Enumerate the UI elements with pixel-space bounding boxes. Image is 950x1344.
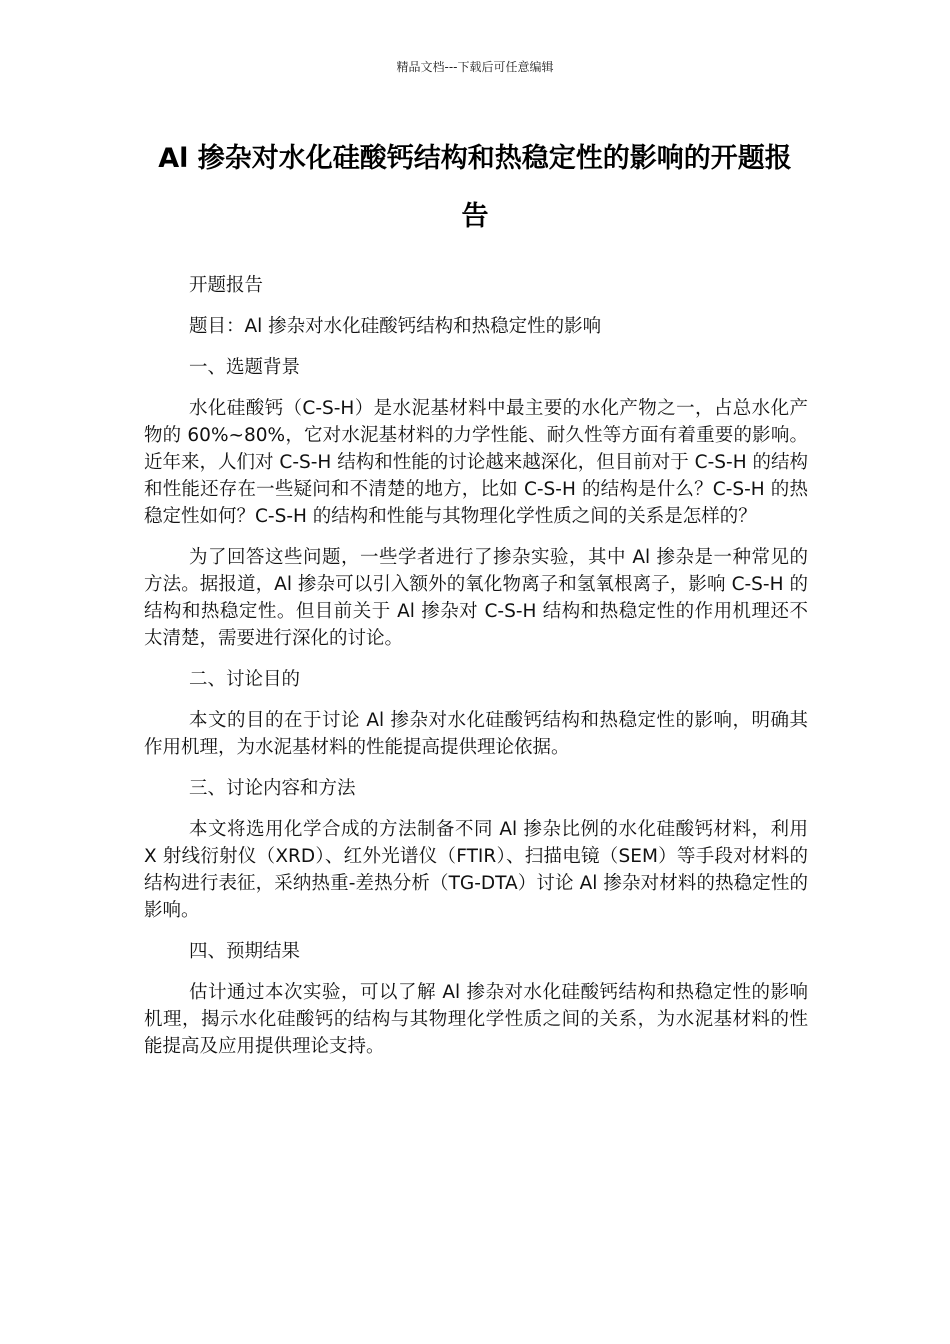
paragraph-background-2: 为了回答这些问题，一些学者进行了掺杂实验，其中 Al 掺杂是一种常见的方法。据报道，Al 掺杂可以引入额外的氧化物离子和氢氧根离子，影响 C-S-H 的结构和热稳定性。但目前关于 Al 掺杂对 C-S-H 结构和热稳定性的作用机理还不太清楚，需要进行深化的讨论。 (144, 547, 808, 649)
paragraph-methods: 本文将选用化学合成的方法制备不同 Al 掺杂比例的水化硅酸钙材料，利用 X 射线衍射仪（XRD）、红外光谱仪（FTIR）、扫描电镜（SEM）等手段对材料的结构进行表征，采纳热重-差热分析（TG-DTA）讨论 Al 掺杂对材料的热稳定性的影响。 (144, 819, 808, 921)
topic-line: 题目：Al 掺杂对水化硅酸钙结构和热稳定性的影响 (189, 316, 602, 337)
report-label: 开题报告 (189, 275, 264, 296)
paragraph-purpose: 本文的目的在于讨论 Al 掺杂对水化硅酸钙结构和热稳定性的影响，明确其作用机理，为水泥基材料的性能提高提供理论依据。 (144, 710, 808, 758)
paragraph-results: 估计通过本次实验，可以了解 Al 掺杂对水化硅酸钙结构和热稳定性的影响机理，揭示水化硅酸钙的结构与其物理化学性质之间的关系，为水泥基材料的性能提高及应用提供理论支持。 (144, 982, 808, 1057)
page-header: 精品文档---下载后可任意编辑 (396, 60, 554, 74)
section-heading-purpose: 二、讨论目的 (189, 669, 301, 690)
document-title: Al 掺杂对水化硅酸钙结构和热稳定性的影响的开题报告 (158, 143, 792, 232)
section-heading-background: 一、选题背景 (189, 357, 301, 378)
paragraph-background-1: 水化硅酸钙（C-S-H）是水泥基材料中最主要的水化产物之一，占总水化产物的 60%~80%，它对水泥基材料的力学性能、耐久性等方面有着重要的影响。近年来，人们对 C-S-H 结构和性能的讨论越来越深化，但目前对于 C-S-H 的结构和性能还存在一些疑问和不清楚的地方，比如 C-S-H 的结构是什么？C-S-H 的热稳定性如何？C-S-H 的结构和性能与其物理化学性质之间的关系是怎样的？ (144, 398, 808, 527)
section-heading-methods: 三、讨论内容和方法 (189, 778, 356, 799)
document-body (144, 272, 808, 1074)
section-heading-results: 四、预期结果 (189, 941, 301, 962)
